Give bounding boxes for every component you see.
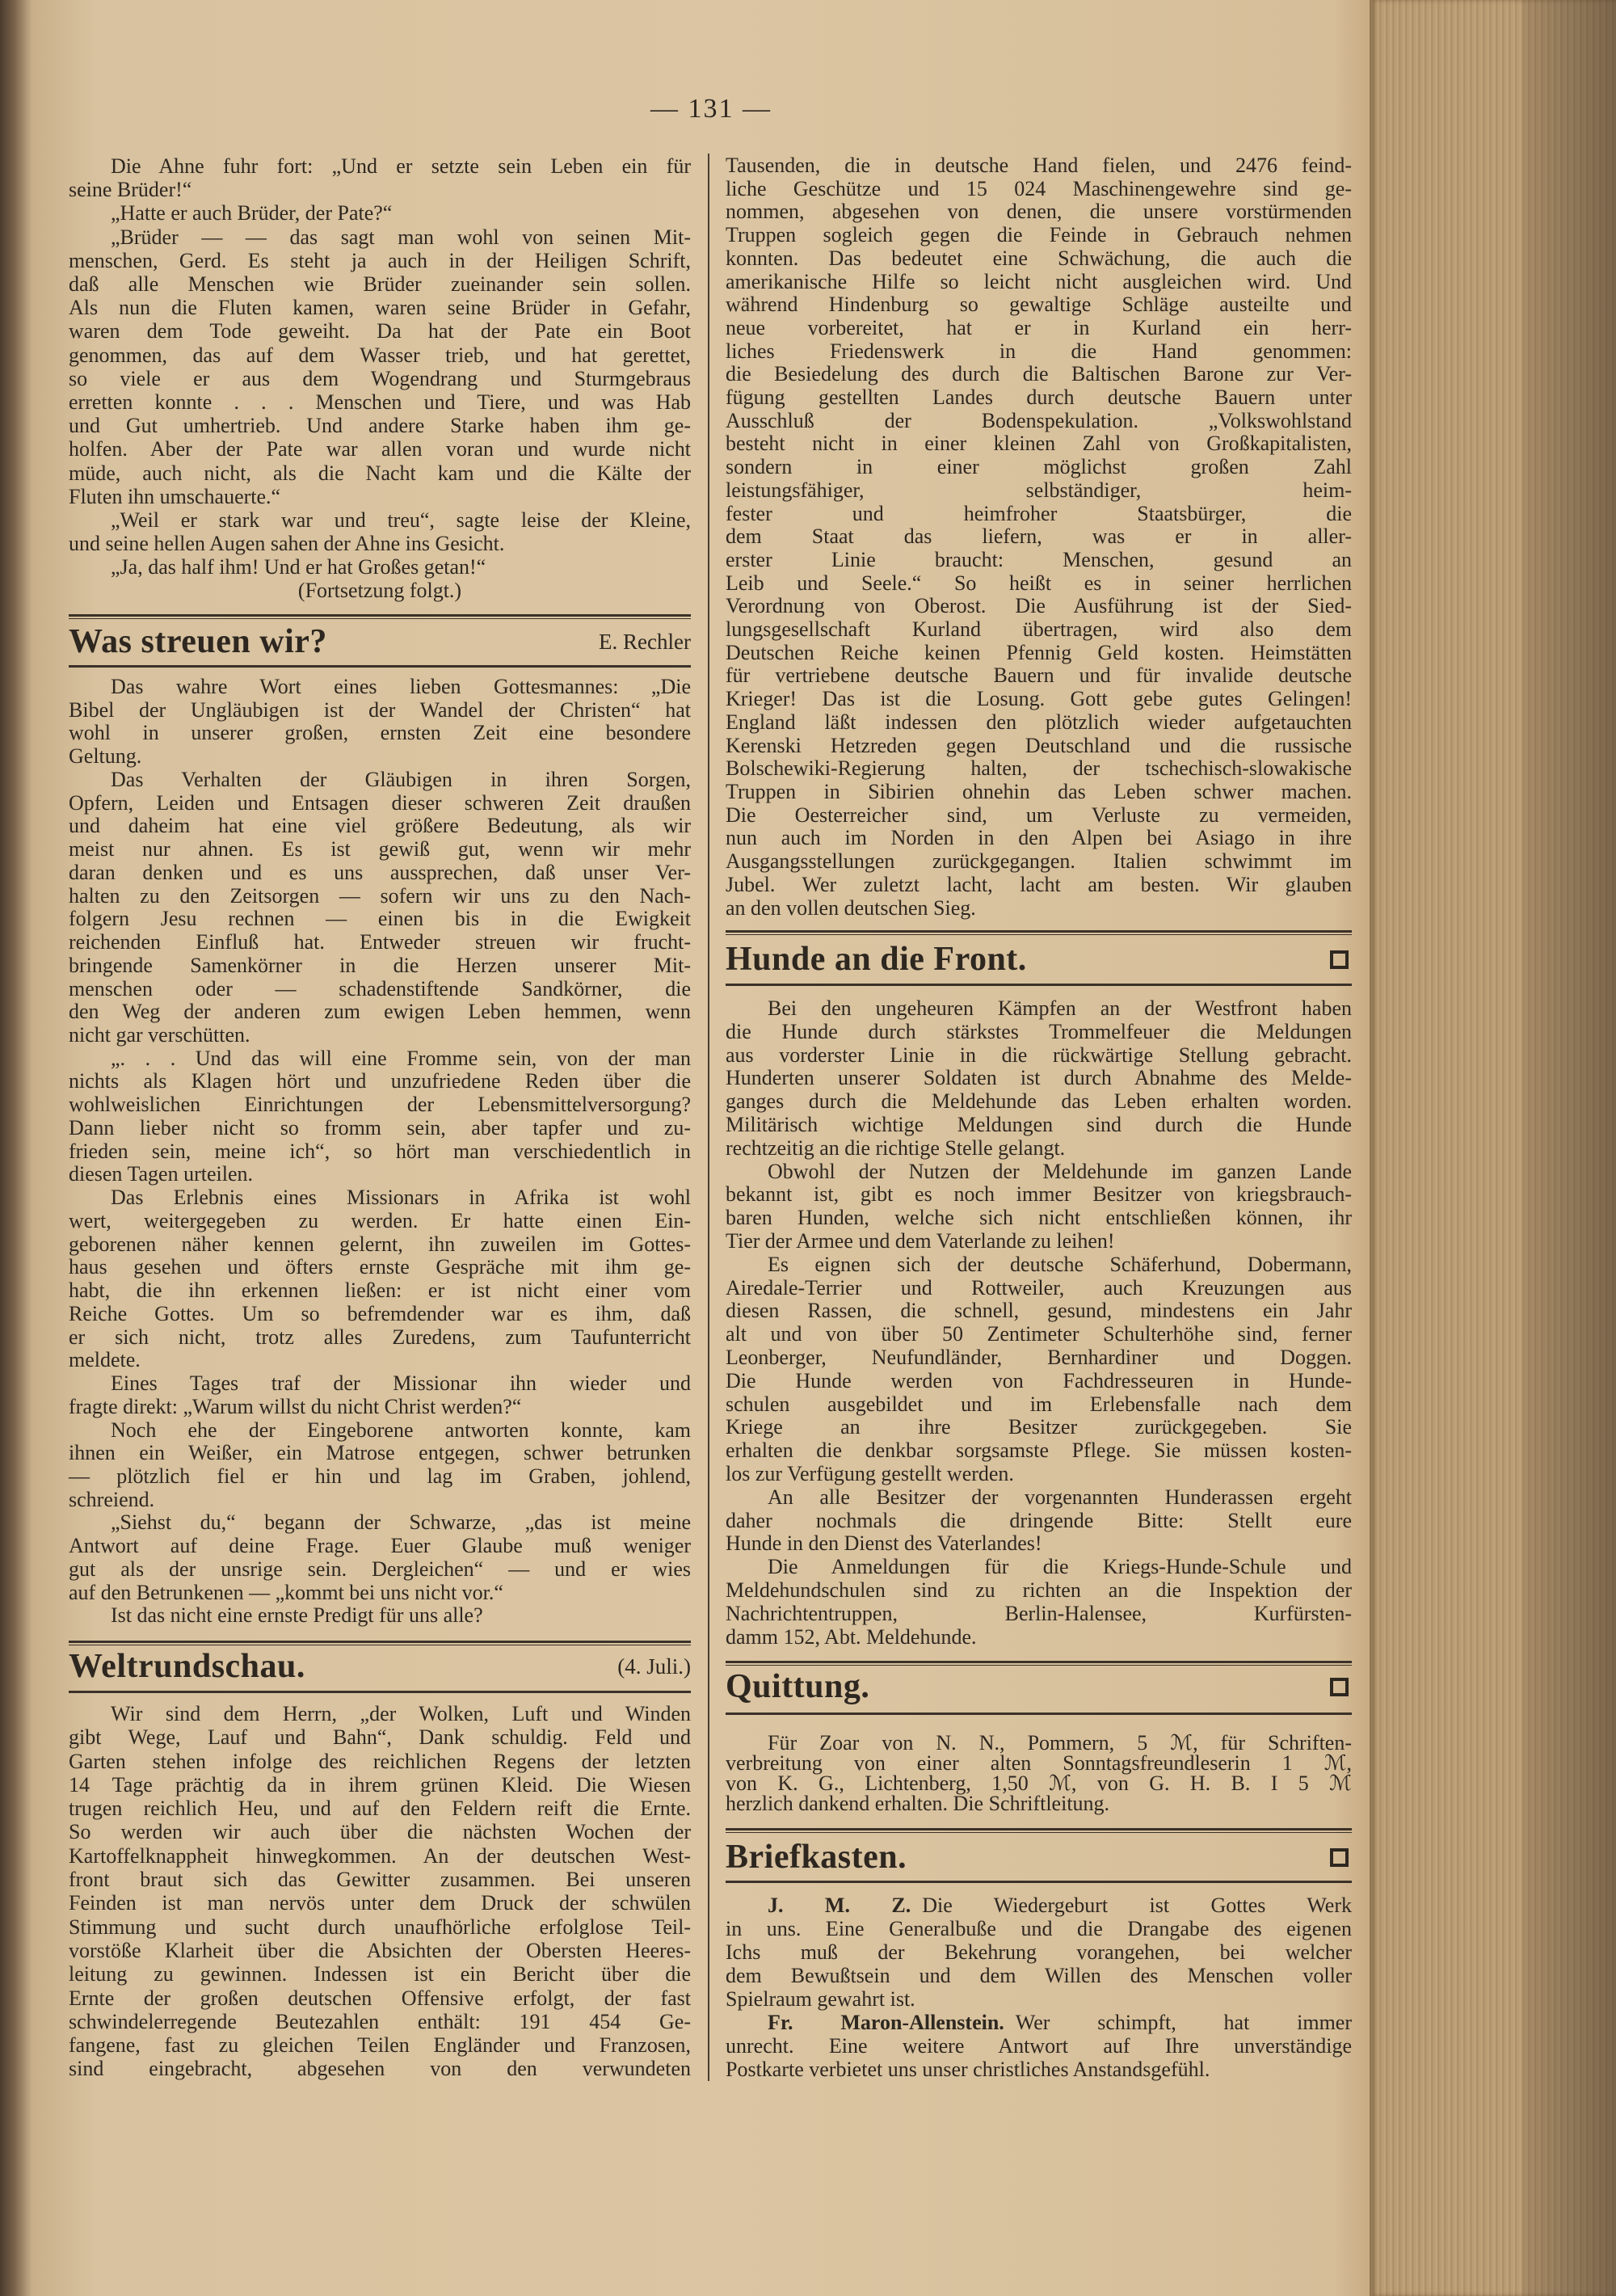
text-line: so viele er aus dem Wogendrang und Sturmgebraus: [69, 366, 691, 390]
text-line: „Ja, das half ihm! Und er hat Großes getan!“: [111, 555, 486, 579]
article-body: [69, 676, 691, 1628]
text-line: England läßt indessen den plötzlich wieder aufgetauchten: [726, 710, 1352, 734]
text-line: Verordnung von Oberost. Die Ausführung ist der Sied-: [726, 594, 1352, 618]
paragraph: [726, 154, 1352, 920]
text-line: geborenen näher kennen gelernt, ihn zuweilen im Gottes-: [69, 1232, 691, 1256]
text-line: habt, die ihn erkennen ließen: er ist nicht einer vom: [69, 1279, 691, 1303]
text-line: wohlweislichen Einrichtungen der Lebensmittelversorgung?: [69, 1093, 691, 1117]
text-line: Fluten ihn umschauerte.“: [69, 484, 281, 508]
text-line: dem Bewußtsein und dem Willen des Menschen voller: [726, 1964, 1352, 1987]
text-line: baren Hunden, welche sich nicht entschließen können, ihr: [726, 1206, 1352, 1230]
text-line: Für Zoar von N. N., Pommern, 5 ℳ, für Schriften-: [768, 1731, 1352, 1755]
text-line: Kriege an ihre Besitzer zurückgegeben. Sie: [726, 1415, 1352, 1439]
text-line: auf den Betrunkenen — „kommt bei uns nicht vor.“: [69, 1580, 503, 1604]
text-line: schreiend.: [69, 1487, 155, 1511]
text-line: erster Linie braucht: Menschen, gesund an: [726, 547, 1352, 571]
page-number: — 131 —: [650, 94, 772, 124]
text-line: bringende Samenkörner in die Herzen unserer Mit-: [69, 953, 691, 977]
paragraph: [69, 1604, 691, 1628]
article-body-continued: [726, 154, 1352, 920]
paragraph: [69, 1702, 691, 2081]
text-line: wohl in unserer großen, ernsten Zeit eine besondere: [69, 721, 691, 745]
continued-note: (Fortsetzung folgt.): [297, 579, 462, 602]
text-line: die Besiedelung des durch die Baltischen Barone zur Ver-: [726, 362, 1352, 386]
text-line: Truppen in Sibirien ohnehin das Leben schwer machen.: [726, 779, 1352, 803]
text-line: Postkarte verbietet uns unser christliches Anstandsgefühl.: [726, 2058, 1210, 2081]
text-line: bekannt ist, gibt es noch immer Besitzer von kriegsbrauch-: [726, 1182, 1352, 1207]
text-line: unrecht. Eine weitere Antwort auf Ihre unverständige: [726, 2034, 1352, 2058]
square-ornament-icon: [1330, 1678, 1349, 1696]
paragraph: [726, 1486, 1352, 1556]
text-line: in uns. Eine Generalbuße und die Drangabe des eigenen: [726, 1917, 1352, 1940]
text-line: Das wahre Wort eines lieben Gottesmannes: „Die: [111, 675, 691, 698]
text-line: Die Oesterreicher sind, um Verluste zu vermeiden,: [726, 803, 1352, 827]
text-line: schulen ausgebildet und im Erlebensfalle nach dem: [726, 1392, 1352, 1416]
text-line: damm 152, Abt. Meldehunde.: [726, 1624, 977, 1649]
text-line: An alle Besitzer der vorgenannten Hunderassen ergeht: [768, 1485, 1352, 1509]
paragraph: [69, 201, 691, 225]
text-line: waren dem Tode geweiht. Da hat der Pate ein Boot: [69, 319, 691, 343]
text-line: neue vorbereitet, hat er in Kurland ein herr-: [726, 315, 1352, 339]
text-line: So werden wir auch über die nächsten Wochen der: [69, 1820, 691, 1844]
text-line: folgern Jesu rechnen — einen bis in die Ewigkeit: [69, 907, 691, 931]
text-line: Wir sind dem Herrn, „der Wolken, Luft und Winden: [111, 1702, 691, 1725]
section-heading: [69, 1649, 691, 1684]
section-heading: [726, 1839, 1352, 1875]
article-author: E. Rechler: [599, 629, 691, 654]
text-line: Kartoffelknappheit hinwegkommen. An der deutschen West-: [69, 1843, 691, 1868]
text-line: [726, 2011, 1352, 2034]
text-line: ihnen ein Weißer, ein Matrose entgegen, schwer betrunken: [69, 1441, 691, 1465]
text-line: Ichs muß der Bekehrung vorangehen, bei welcher: [726, 1940, 1352, 1964]
text-line: Eines Tages traf der Missionar ihn wieder und: [111, 1371, 691, 1396]
article-title: Quittung.: [726, 1668, 870, 1705]
text-line: halten zu den Zeitsorgen — sofern wir uns zu den Nach-: [69, 883, 691, 908]
article-title: Briefkasten.: [726, 1839, 907, 1876]
text-line: lungsgesellschaft Kurland übertragen, wird also dem: [726, 617, 1352, 642]
text-line: Tausenden, die in deutsche Hand fielen, und 2476 feind-: [726, 154, 1352, 177]
text-line: Leonberger, Neufundländer, Bernhardiner und Doggen.: [726, 1345, 1352, 1369]
paragraph: [69, 508, 691, 555]
text-line: Nachrichtentruppen, Berlin-Halensee, Kurfürsten-: [726, 1601, 1352, 1625]
text-line: diesen Tagen urteilen.: [69, 1162, 254, 1186]
letter-recipient: J. M. Z.: [768, 1894, 911, 1917]
paragraph: [69, 1511, 691, 1604]
text-line: 14 Tage prächtig da in ihrem grünen Kleid. Die Wiesen: [69, 1772, 691, 1797]
paragraph: [69, 1047, 691, 1186]
text-line: menschen, Gerd. Es steht ja auch in der Heiligen Schrift,: [69, 248, 691, 272]
text-line: von K. G., Lichtenberg, 1,50 ℳ, von G. H. B. I 5 ℳ: [726, 1772, 1352, 1795]
text-line: Ist das nicht eine ernste Predigt für uns alle?: [111, 1603, 483, 1628]
paragraph: [69, 1419, 691, 1512]
section-heading: [726, 942, 1352, 977]
paragraph: [69, 676, 691, 769]
text-line: „Weil er stark war und treu“, sagte leise der Kleine,: [111, 508, 691, 533]
book-page-edges: [1370, 0, 1616, 2296]
text-line: Hunde in den Dienst des Vaterlandes!: [726, 1531, 1042, 1556]
text-line: fügung gestellten Landes durch deutsche Bauern unter: [726, 385, 1352, 410]
text-line: Deutschen Reiche keinen Pfennig Geld kosten. Heimstätten: [726, 640, 1352, 664]
column-divider: [708, 154, 709, 2081]
text-line: erhalten die denkbar sorgsamste Pflege. Sie müssen kosten-: [726, 1439, 1352, 1463]
text-line: Jubel. Wer zuletzt lacht, lacht am besten. Wir glauben: [726, 872, 1352, 896]
text-line: Bibel der Ungläubigen ist der Wandel der Christen“ hat: [69, 697, 691, 722]
heading-rule: [726, 1881, 1352, 1883]
text-line: erretten konnte . . . Menschen und Tiere, und was Hab: [69, 390, 691, 415]
text-line: leistungsfähiger, selbständiger, heim-: [726, 478, 1352, 502]
text-line: besteht nicht in einer kleinen Zahl von Großkapitalisten,: [726, 432, 1352, 456]
text-line: fester und heimfroher Staatsbürger, die: [726, 501, 1352, 525]
heading-rule: [726, 984, 1352, 986]
text-line: Opfern, Leiden und Entsagen dieser schweren Zeit draußen: [69, 790, 691, 815]
paragraph: [726, 1733, 1352, 1814]
text-line: Leib und Seele.“ So heißt es in seiner herrlichen: [726, 571, 1352, 595]
section-rule: [726, 930, 1352, 935]
text-line: schwindelerregende Beutezahlen enthält: 191 454 Ge-: [69, 2009, 691, 2033]
text-line: Dann lieber nicht so fromm sein, aber tapfer und zu-: [69, 1115, 691, 1140]
text-line: konnten. Das bedeutet eine Schwächung, die auch die: [726, 246, 1352, 270]
text-line: Truppen sogleich gegen die Feinde in Gebrauch nehmen: [726, 223, 1352, 247]
text-line: rechtzeitig an die richtige Stelle gelangt.: [726, 1135, 1066, 1160]
text-line: nommen, abgesehen von denen, die unsere vorstürmenden: [726, 200, 1352, 224]
text-line: menschen oder — schadenstiftende Sandkörner, die: [69, 976, 691, 1001]
text-line: Ausgangsstellungen zurückgegangen. Italien schwimmt im: [726, 849, 1352, 874]
text-line: Es eignen sich der deutsche Schäferhund, Dobermann,: [768, 1252, 1352, 1276]
paragraph: [69, 154, 691, 201]
paragraph: [726, 2011, 1352, 2081]
square-ornament-icon: [1330, 950, 1349, 969]
text-line: Als nun die Fluten kamen, waren seine Brüder in Gefahr,: [69, 296, 691, 320]
section-heading: [69, 624, 691, 659]
text-line: dem Staat das liefern, was er in aller-: [726, 524, 1352, 549]
text-line: die Hunde durch stärkstes Trommelfeuer die Meldungen: [726, 1019, 1352, 1043]
text-line: vorstöße Klarheit über die Absichten der Obersten Heeres-: [69, 1938, 691, 1962]
text-line: sind eingebracht, abgesehen von den verwundeten: [69, 2057, 691, 2081]
text-line: den Weg der anderen zum ewigen Leben hemmen, wenn: [69, 1000, 691, 1024]
text-line: fragte direkt: „Warum willst du nicht Christ werden?“: [69, 1394, 522, 1418]
line-text: Wer schimpft, hat immer: [1015, 2011, 1352, 2034]
text-line: seine Brüder!“: [69, 178, 192, 202]
text-line: Ernte der großen deutschen Offensive erfolgt, der fast: [69, 1986, 691, 2010]
article-title: Was streuen wir?: [69, 623, 327, 660]
section-rule: [726, 1661, 1352, 1666]
text-line: Das Erlebnis eines Missionars in Afrika ist wohl: [111, 1186, 691, 1210]
story-ending: [69, 154, 691, 579]
text-line: gut als der unsrige sein. Dergleichen“ — und er wies: [69, 1557, 691, 1581]
text-line: und Gut umhertrieb. Und andere Starke haben ihm ge-: [69, 414, 691, 438]
article-body: [69, 1702, 691, 2081]
text-line: Die Anmeldungen für die Kriegs-Hunde-Schule und: [768, 1555, 1352, 1579]
text-line: alt und von über 50 Zentimeter Schulterhöhe sind, ferner: [726, 1322, 1352, 1346]
text-line: Die Hunde werden von Fachdresseuren in Hunde-: [726, 1368, 1352, 1392]
text-line: Hunderten unserer Soldaten ist durch Abnahme des Melde-: [726, 1066, 1352, 1090]
text-line: [726, 1894, 1352, 1917]
text-line: Airedale-Terrier und Rottweiler, auch Kreuzungen aus: [726, 1275, 1352, 1300]
text-line: Meldehundschulen sind zu richten an die Inspektion der: [726, 1578, 1352, 1602]
article-body: [726, 1733, 1352, 1814]
section-rule: [69, 614, 691, 619]
text-line: daran denken und es uns aussprechen, daß unser Ver-: [69, 860, 691, 884]
text-line: Antwort auf deine Frage. Euer Glaube muß weniger: [69, 1534, 691, 1558]
text-line: Feinden ist man nervös unter dem Druck der schwülen: [69, 1891, 691, 1915]
text-line: Das Verhalten der Gläubigen in ihren Sorgen,: [111, 767, 691, 791]
section-rule: [69, 1641, 691, 1645]
section-heading: [726, 1669, 1352, 1704]
paragraph: [69, 225, 691, 508]
text-line: haus gesehen und öfters ernste Gespräche mit ihm ge-: [69, 1255, 691, 1279]
article-title: Weltrundschau.: [69, 1648, 305, 1685]
letter-recipient: Fr. Maron-Allenstein.: [768, 2011, 1004, 2034]
text-line: nicht gar verschütten.: [69, 1023, 250, 1047]
text-line: Stimmung und sucht durch unaufhörliche erfolglose Teil-: [69, 1915, 691, 1939]
text-line: los zur Verfügung gestellt werden.: [726, 1461, 1014, 1485]
text-line: ganges durch die Meldehunde das Leben erhalten worden.: [726, 1089, 1352, 1114]
section-rule: [726, 1828, 1352, 1833]
text-line: daher nochmals die dringende Bitte: Stellt eure: [726, 1508, 1352, 1532]
text-line: Bolschewiki-Regierung halten, der tschechisch-slowakische: [726, 756, 1352, 781]
paragraph: [69, 769, 691, 1047]
text-line: nichts als Klagen hört und unzufriedene Reden über die: [69, 1069, 691, 1093]
article-date: (4. Juli.): [617, 1654, 691, 1679]
text-line: Krieger! Das ist die Losung. Gott gebe gutes Gelingen!: [726, 687, 1352, 711]
text-line: Reiche Gottes. Um so befremdender war es ihm, daß: [69, 1301, 691, 1325]
text-line: liches Friedenswerk in die Hand genommen:: [726, 339, 1352, 363]
text-line: „Hatte er auch Brüder, der Pate?“: [111, 201, 393, 225]
text-line: trugen reichlich Heu, und auf den Feldern reift die Ernte.: [69, 1797, 691, 1821]
paragraph: [726, 1253, 1352, 1486]
text-line: diesen Rassen, die schnell, gesund, mindestens ein Jahr: [726, 1299, 1352, 1323]
text-line: müde, auch nicht, als die Nacht kam und die Kälte der: [69, 461, 691, 485]
heading-rule: [69, 1691, 691, 1693]
text-line: meist nur ahnen. Es ist gewiß gut, wenn wir mehr: [69, 837, 691, 862]
text-line: Geltung.: [69, 744, 142, 769]
text-line: Obwohl der Nutzen der Meldehunde im ganzen Lande: [768, 1159, 1352, 1183]
line-text: Die Wiedergeburt ist Gottes Werk: [922, 1894, 1352, 1917]
text-line: frieden sein, meine ich“, so hört man verschiedentlich in: [69, 1139, 691, 1163]
paragraph: [726, 997, 1352, 1161]
text-line: an den vollen deutschen Sieg.: [726, 895, 976, 920]
text-line: „Siehst du,“ begann der Schwarze, „das ist meine: [111, 1510, 691, 1535]
text-line: für vertriebene deutsche Bauern und für invalide deutsche: [726, 664, 1352, 688]
text-line: holfen. Aber der Pate war allen voran und wurde nicht: [69, 437, 691, 461]
text-line: Bei den ungeheuren Kämpfen an der Westfront haben: [768, 996, 1352, 1020]
article-body: [726, 997, 1352, 1649]
text-line: aus vorderster Linie in die rückwärtige Stellung gebracht.: [726, 1043, 1352, 1067]
text-line: nun auch im Norden in den Alpen bei Asiago in ihre: [726, 826, 1352, 850]
text-line: Spielraum gewahrt ist.: [726, 1987, 915, 2011]
text-line: Garten stehen infolge des reichlichen Regens der letzten: [69, 1749, 691, 1773]
text-line: wert, weitergegeben zu werden. Er hatte einen Ein-: [69, 1208, 691, 1232]
paragraph: [726, 1894, 1352, 2011]
text-line: genommen, das auf dem Wasser trieb, und hat gerettet,: [69, 343, 691, 367]
text-line: — plötzlich fiel er hin und lag im Graben, johlend,: [69, 1464, 691, 1488]
text-line: daß alle Menschen wie Brüder zueinander sein sollen.: [69, 272, 691, 297]
text-line: reichenden Einfluß hat. Entweder streuen wir frucht-: [69, 930, 691, 954]
text-line: er sich nicht, trotz alles Zuredens, zum Taufunterricht: [69, 1325, 691, 1349]
heading-rule: [69, 665, 691, 668]
article-body: [726, 1894, 1352, 2081]
text-line: Tier der Armee und dem Vaterlande zu leihen!: [726, 1228, 1115, 1253]
square-ornament-icon: [1330, 1848, 1349, 1867]
text-line: und daheim hat eine viel größere Bedeutung, als wir: [69, 814, 691, 838]
paragraph: [726, 1161, 1352, 1253]
text-line: „Brüder — — das sagt man wohl von seinen Mit-: [111, 225, 691, 249]
text-line: sondern in einer möglichst großen Zahl: [726, 455, 1352, 479]
article-title: Hunde an die Front.: [726, 941, 1027, 978]
text-line: und seine hellen Augen sahen der Ahne ins Gesicht.: [69, 532, 505, 556]
text-line: leitung zu gewinnen. Indessen ist ein Bericht über die: [69, 1962, 691, 1986]
text-line: „. . . Und das will eine Fromme sein, von der man: [111, 1046, 691, 1070]
paragraph: [726, 1556, 1352, 1649]
text-line: Noch ehe der Eingeborene antworten konnte, kam: [111, 1418, 691, 1442]
text-line: front braut sich das Gewitter zusammen. Bei unseren: [69, 1868, 691, 1892]
paragraph: [69, 1372, 691, 1418]
text-line: liche Geschütze und 15 024 Maschinengewehre sind ge-: [726, 176, 1352, 200]
text-line: meldete.: [69, 1348, 141, 1372]
heading-rule: [726, 1713, 1352, 1715]
text-line: verbreitung von einer alten Sonntagsfreundleserin 1 ℳ,: [726, 1751, 1352, 1775]
text-line: fangene, fast zu gleichen Teilen Engländer und Franzosen,: [69, 2033, 691, 2058]
text-line: während Hindenburg so gewaltige Schläge austeilte und: [726, 293, 1352, 317]
text-line: Die Ahne fuhr fort: „Und er setzte sein Leben ein für: [111, 154, 691, 178]
paragraph: [69, 1186, 691, 1372]
text-line: Kerenski Hetzreden gegen Deutschland und die russische: [726, 733, 1352, 757]
text-line: amerikanische Hilfe so leicht nicht ausgleichen wird. Und: [726, 269, 1352, 293]
text-line: herzlich dankend erhalten. Die Schriftleitung.: [726, 1792, 1110, 1815]
paragraph: [69, 555, 691, 579]
text-line: gibt Wege, Lauf und Bahn“, Dank schuldig. Feld und: [69, 1725, 691, 1750]
text-line: Militärisch wichtige Meldungen sind durch die Hunde: [726, 1112, 1352, 1136]
text-line: Ausschluß der Bodenspekulation. „Volkswohlstand: [726, 408, 1352, 432]
